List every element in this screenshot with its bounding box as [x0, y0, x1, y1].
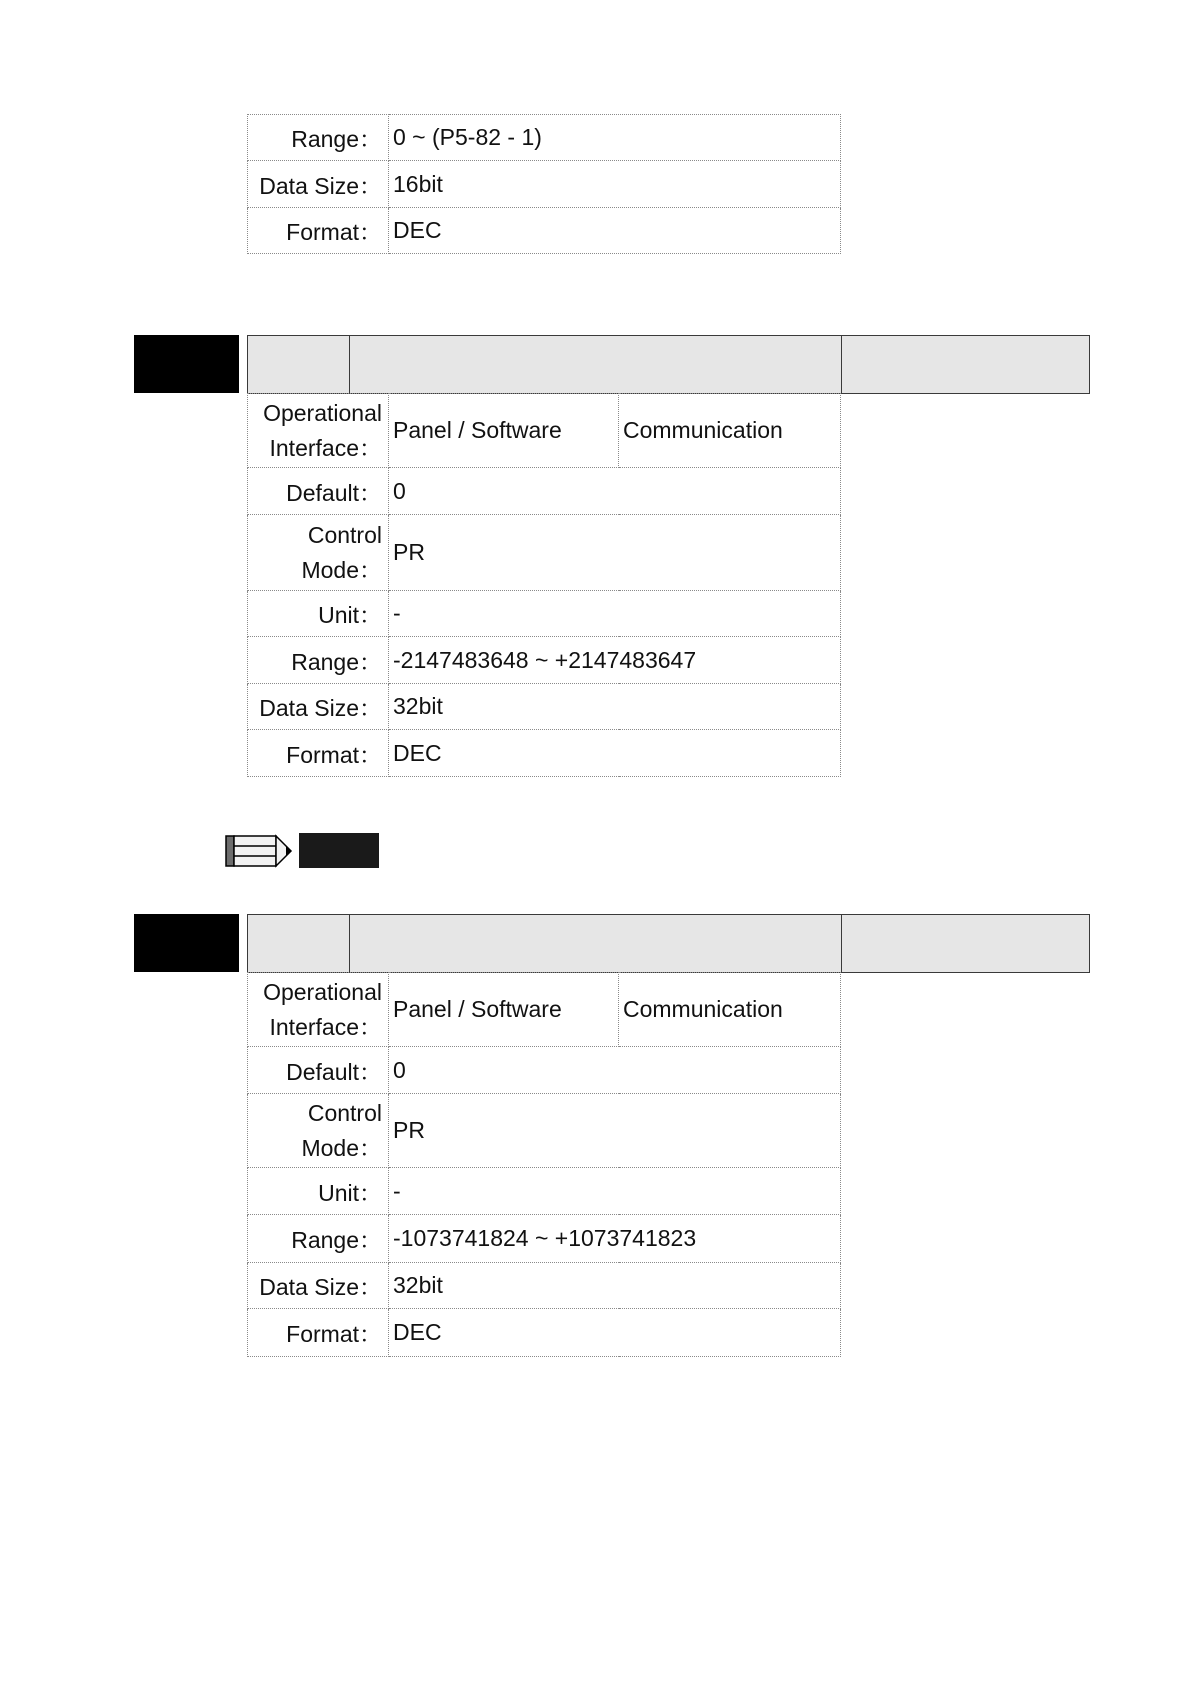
control-mode-label: Control Mode：	[248, 515, 389, 591]
unit-row	[248, 591, 841, 637]
unit-value: -	[389, 1168, 841, 1215]
control-mode-row	[248, 1094, 841, 1168]
parameter-number-box	[134, 335, 239, 393]
panel-software-cell: Panel / Software	[389, 973, 619, 1047]
format-value: DEC	[389, 730, 841, 777]
operational-interface-row	[248, 973, 841, 1047]
data-size-value: 32bit	[389, 684, 841, 730]
data-size-label: Data Size：	[248, 1263, 389, 1309]
unit-label: Unit：	[248, 1168, 389, 1215]
unit-row	[248, 1168, 841, 1215]
parameter-header-bar	[247, 335, 1090, 394]
range-value: -1073741824 ~ +1073741823	[389, 1215, 841, 1263]
parameter-table-1	[247, 114, 841, 254]
range-value: 0 ~ (P5-82 - 1)	[389, 115, 841, 161]
parameter-number-box	[134, 914, 239, 972]
default-row	[248, 1047, 841, 1094]
data-size-row	[248, 1263, 841, 1309]
range-row	[248, 637, 841, 684]
default-label: Default：	[248, 468, 389, 515]
format-row	[248, 1309, 841, 1357]
parameter-table-3	[247, 972, 841, 1357]
control-mode-value: PR	[389, 1094, 841, 1168]
operational-interface-label: Operational Interface：	[248, 973, 389, 1047]
range-row	[248, 115, 841, 161]
data-size-value: 16bit	[389, 161, 841, 208]
operational-interface-label: Operational Interface：	[248, 394, 389, 468]
range-label: Range：	[248, 1215, 389, 1263]
communication-cell: Communication	[619, 973, 841, 1047]
format-label: Format：	[248, 730, 389, 777]
default-row	[248, 468, 841, 515]
format-label: Format：	[248, 208, 389, 254]
range-label: Range：	[248, 115, 389, 161]
pencil-note-icon	[225, 833, 295, 869]
unit-label: Unit：	[248, 591, 389, 637]
range-row	[248, 1215, 841, 1263]
control-mode-value: PR	[389, 515, 841, 591]
control-mode-row	[248, 515, 841, 591]
format-row	[248, 730, 841, 777]
communication-cell: Communication	[619, 394, 841, 468]
default-label: Default：	[248, 1047, 389, 1094]
control-mode-label: Control Mode：	[248, 1094, 389, 1168]
format-value: DEC	[389, 208, 841, 254]
format-value: DEC	[389, 1309, 841, 1357]
parameter-header-bar	[247, 914, 1090, 973]
panel-software-cell: Panel / Software	[389, 394, 619, 468]
range-label: Range：	[248, 637, 389, 684]
format-label: Format：	[248, 1309, 389, 1357]
operational-interface-row	[248, 394, 841, 468]
format-row	[248, 208, 841, 254]
data-size-value: 32bit	[389, 1263, 841, 1309]
default-value: 0	[389, 468, 841, 515]
range-value: -2147483648 ~ +2147483647	[389, 637, 841, 684]
default-value: 0	[389, 1047, 841, 1094]
unit-value: -	[389, 591, 841, 637]
data-size-label: Data Size：	[248, 684, 389, 730]
data-size-row	[248, 684, 841, 730]
data-size-row	[248, 161, 841, 208]
data-size-label: Data Size：	[248, 161, 389, 208]
note-label-box	[299, 833, 379, 868]
parameter-table-2	[247, 393, 841, 777]
